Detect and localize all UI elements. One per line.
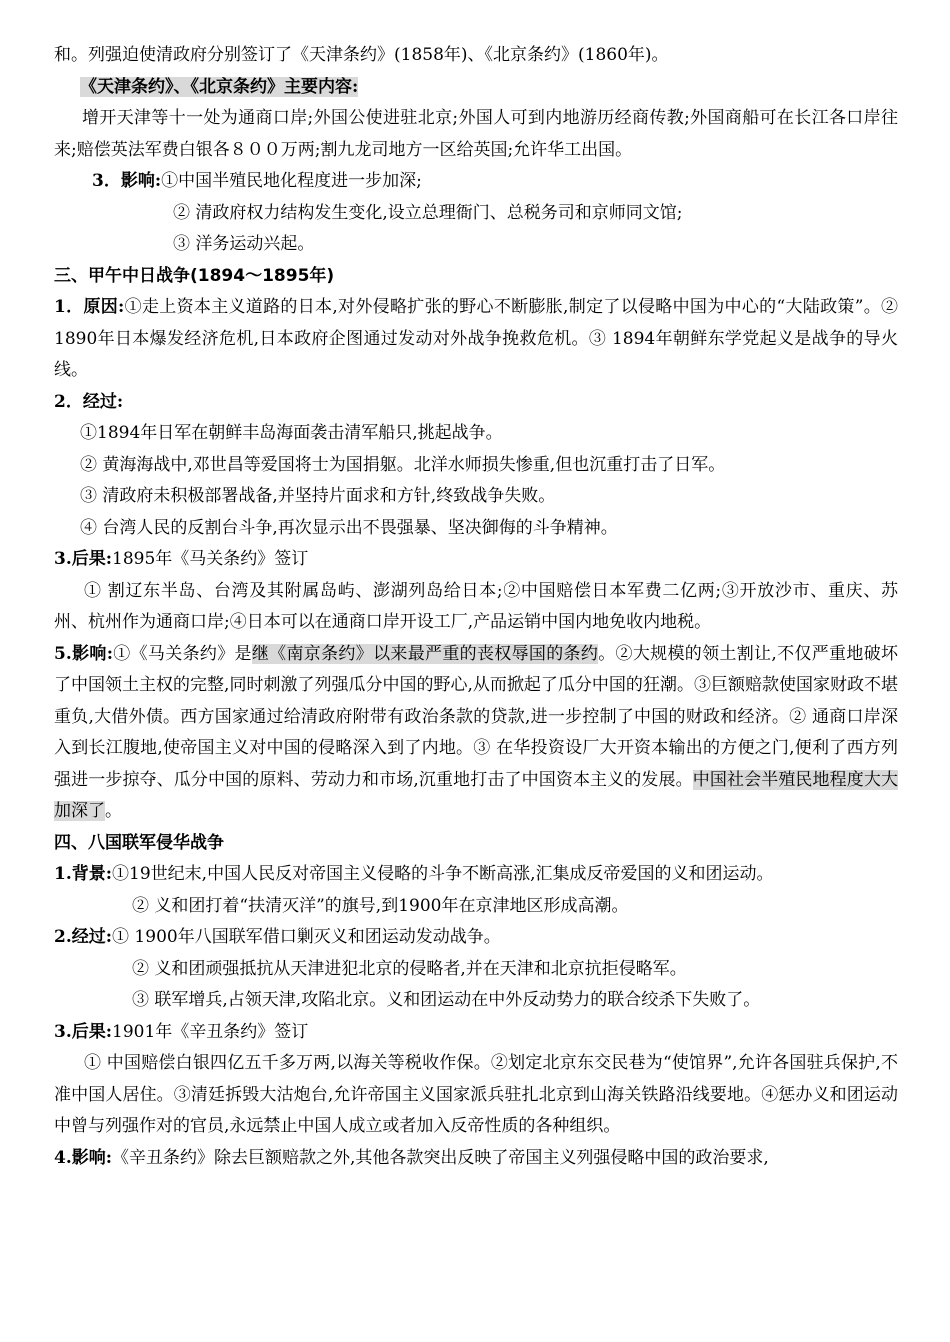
section3-impact-label: 5.影响: — [54, 643, 113, 664]
intro-paragraph: 和。列强迫使清政府分别签订了《天津条约》(1858年)、《北京条约》(1860年)。 — [54, 45, 669, 65]
section3-cause-label: 1．原因: — [54, 297, 125, 317]
section4-bg-item: ①19世纪末,中国人民反对帝国主义侵略的斗争不断高涨,汇集成反帝爱国的义和团运动。 — [112, 864, 774, 884]
section3-process-item: ④ 台湾人民的反割台斗争,再次显示出不畏强暴、坚决御侮的斗争精神。 — [80, 517, 618, 538]
section4-background-row-2: ② 义和团打着“扶清灭洋”的旗号,到1900年在京津地区形成高潮。 — [132, 895, 629, 916]
impact3-row-3: ③ 洋务运动兴起。 — [173, 234, 315, 254]
section3-result-text: ① 割辽东半岛、台湾及其附属岛屿、澎湖列岛给日本;②中国赔偿日本军费二亿两;③开放沙市、重庆、苏州、杭州作为通商口岸;④日本可以在通商口岸开设工厂,产品运销中国内地免收内地税。 — [54, 580, 898, 632]
section3-impact-end: 。 — [105, 801, 122, 821]
section4-bg-label: 1.背景: — [54, 864, 113, 884]
section4-process-row-1 — [54, 922, 898, 954]
section3-process-item: ①1894年日军在朝鲜丰岛海面袭击清军船只,挑起战争。 — [80, 423, 503, 443]
section3-impact-highlight-1: 继《南京条约》以来最严重的丧权辱国的条约 — [251, 643, 599, 664]
section4-impact-text: 《辛丑条约》除去巨额赔款之外,其他各款突出反映了帝国主义列强侵略中国的政治要求, — [112, 1147, 769, 1168]
section4-background-row-1 — [54, 859, 898, 891]
impact3-row-1 — [54, 166, 898, 198]
section3-result-title: 1895年《马关条约》签订 — [112, 549, 309, 569]
section4-result — [54, 1017, 898, 1049]
section3-title: 三、甲午中日战争(1894～1895年) — [54, 265, 335, 286]
section4-process-label: 2.经过: — [54, 927, 113, 947]
section3-impact-mid: 。②大规模的领土割让,不仅严重地破坏了中国领土主权的完整,同时刺激了列强瓜分中国的野心,从而掀起了瓜分中国的狂潮。③巨额赔款使国家财政不堪重负,大借外债。西方国家通过给清政府附带有政治条款的贷款,进一步控制了中国的财政和经济。② 通商口岸深入到长江腹地,使帝国主义对中国的侵略深入到了内地。③ 在华投资设厂大开资本输出的方便之门,便利了西方列强进一步掠夺、瓜分中国的原料、劳动力和市场,沉重地打击了中国资本主义的发展。 — [54, 643, 899, 790]
section3-process-item: ③ 清政府未积极部署战备,并坚持片面求和方针,终致战争失败。 — [80, 486, 556, 506]
section4-impact-label: 4.影响: — [54, 1147, 113, 1168]
section4-process-item: ② 义和团顽强抵抗从天津进犯北京的侵略者,并在天津和北京抗拒侵略军。 — [132, 958, 687, 979]
impact3-item: ①中国半殖民地化程度进一步加深; — [161, 171, 422, 191]
section3-result-label: 3.后果: — [54, 549, 113, 569]
impact3-label: 3．影响: — [92, 171, 162, 191]
treaty-heading-text: 《天津条约》、《北京条约》主要内容: — [80, 76, 359, 97]
treaty-content: 增开天津等十一处为通商口岸;外国公使进驻北京;外国人可到内地游历经商传教;外国商船可在长江各口岸往来;赔偿英法军费白银各８００万两;割九龙司地方一区给英国;允许华工出国。 — [54, 108, 898, 160]
section3-cause-text: ①走上资本主义道路的日本,对外侵略扩张的野心不断膨胀,制定了以侵略中国为中心的“大陆政策”。② 1890年日本爆发经济危机,日本政府企图通过发动对外战争挽救危机。③ 1894年朝鲜东学党起义是战争的导火线。 — [54, 297, 899, 380]
impact3-row-2: ② 清政府权力结构发生变化,设立总理衙门、总税务司和京师同文馆; — [173, 202, 683, 223]
section4-process-item: ① 1900年八国联军借口剿灭义和团运动发动战争。 — [112, 927, 501, 947]
section4-result-title: 1901年《辛丑条约》签订 — [112, 1021, 309, 1042]
section4-impact — [54, 1143, 898, 1175]
section3-process-item: ② 黄海海战中,邓世昌等爱国将士为国捐躯。北洋水师损失惨重,但也沉重打击了日军。 — [80, 454, 726, 475]
section3-impact-highlight-2: 中国社会半殖民地程度大大加深了 — [54, 769, 899, 821]
section4-result-text: ① 中国赔偿白银四亿五千多万两,以海关等税收作保。②划定北京东交民巷为“使馆界”,允许各国驻兵保护,不准中国人居住。③清廷拆毁大沽炮台,允许帝国主义国家派兵驻扎北京到山海关铁路沿线要地。④惩办义和团运动中曾与列强作对的官员,永远禁止中国人成立或者加入反帝性质的各种组织。 — [54, 1053, 898, 1136]
section3-impact — [54, 639, 898, 828]
section4-process-item: ③ 联军增兵,占领天津,攻陷北京。义和团运动在中外反动势力的联合绞杀下失败了。 — [132, 990, 761, 1010]
section4-result-label: 3.后果: — [54, 1021, 113, 1042]
section4-title: 四、八国联军侵华战争 — [54, 832, 224, 853]
section3-cause — [54, 292, 898, 387]
treaty-heading — [54, 72, 898, 104]
section3-impact-pre: ①《马关条约》是 — [112, 643, 252, 664]
section3-process-label: 2．经过: — [54, 391, 124, 412]
section3-result — [54, 544, 898, 576]
